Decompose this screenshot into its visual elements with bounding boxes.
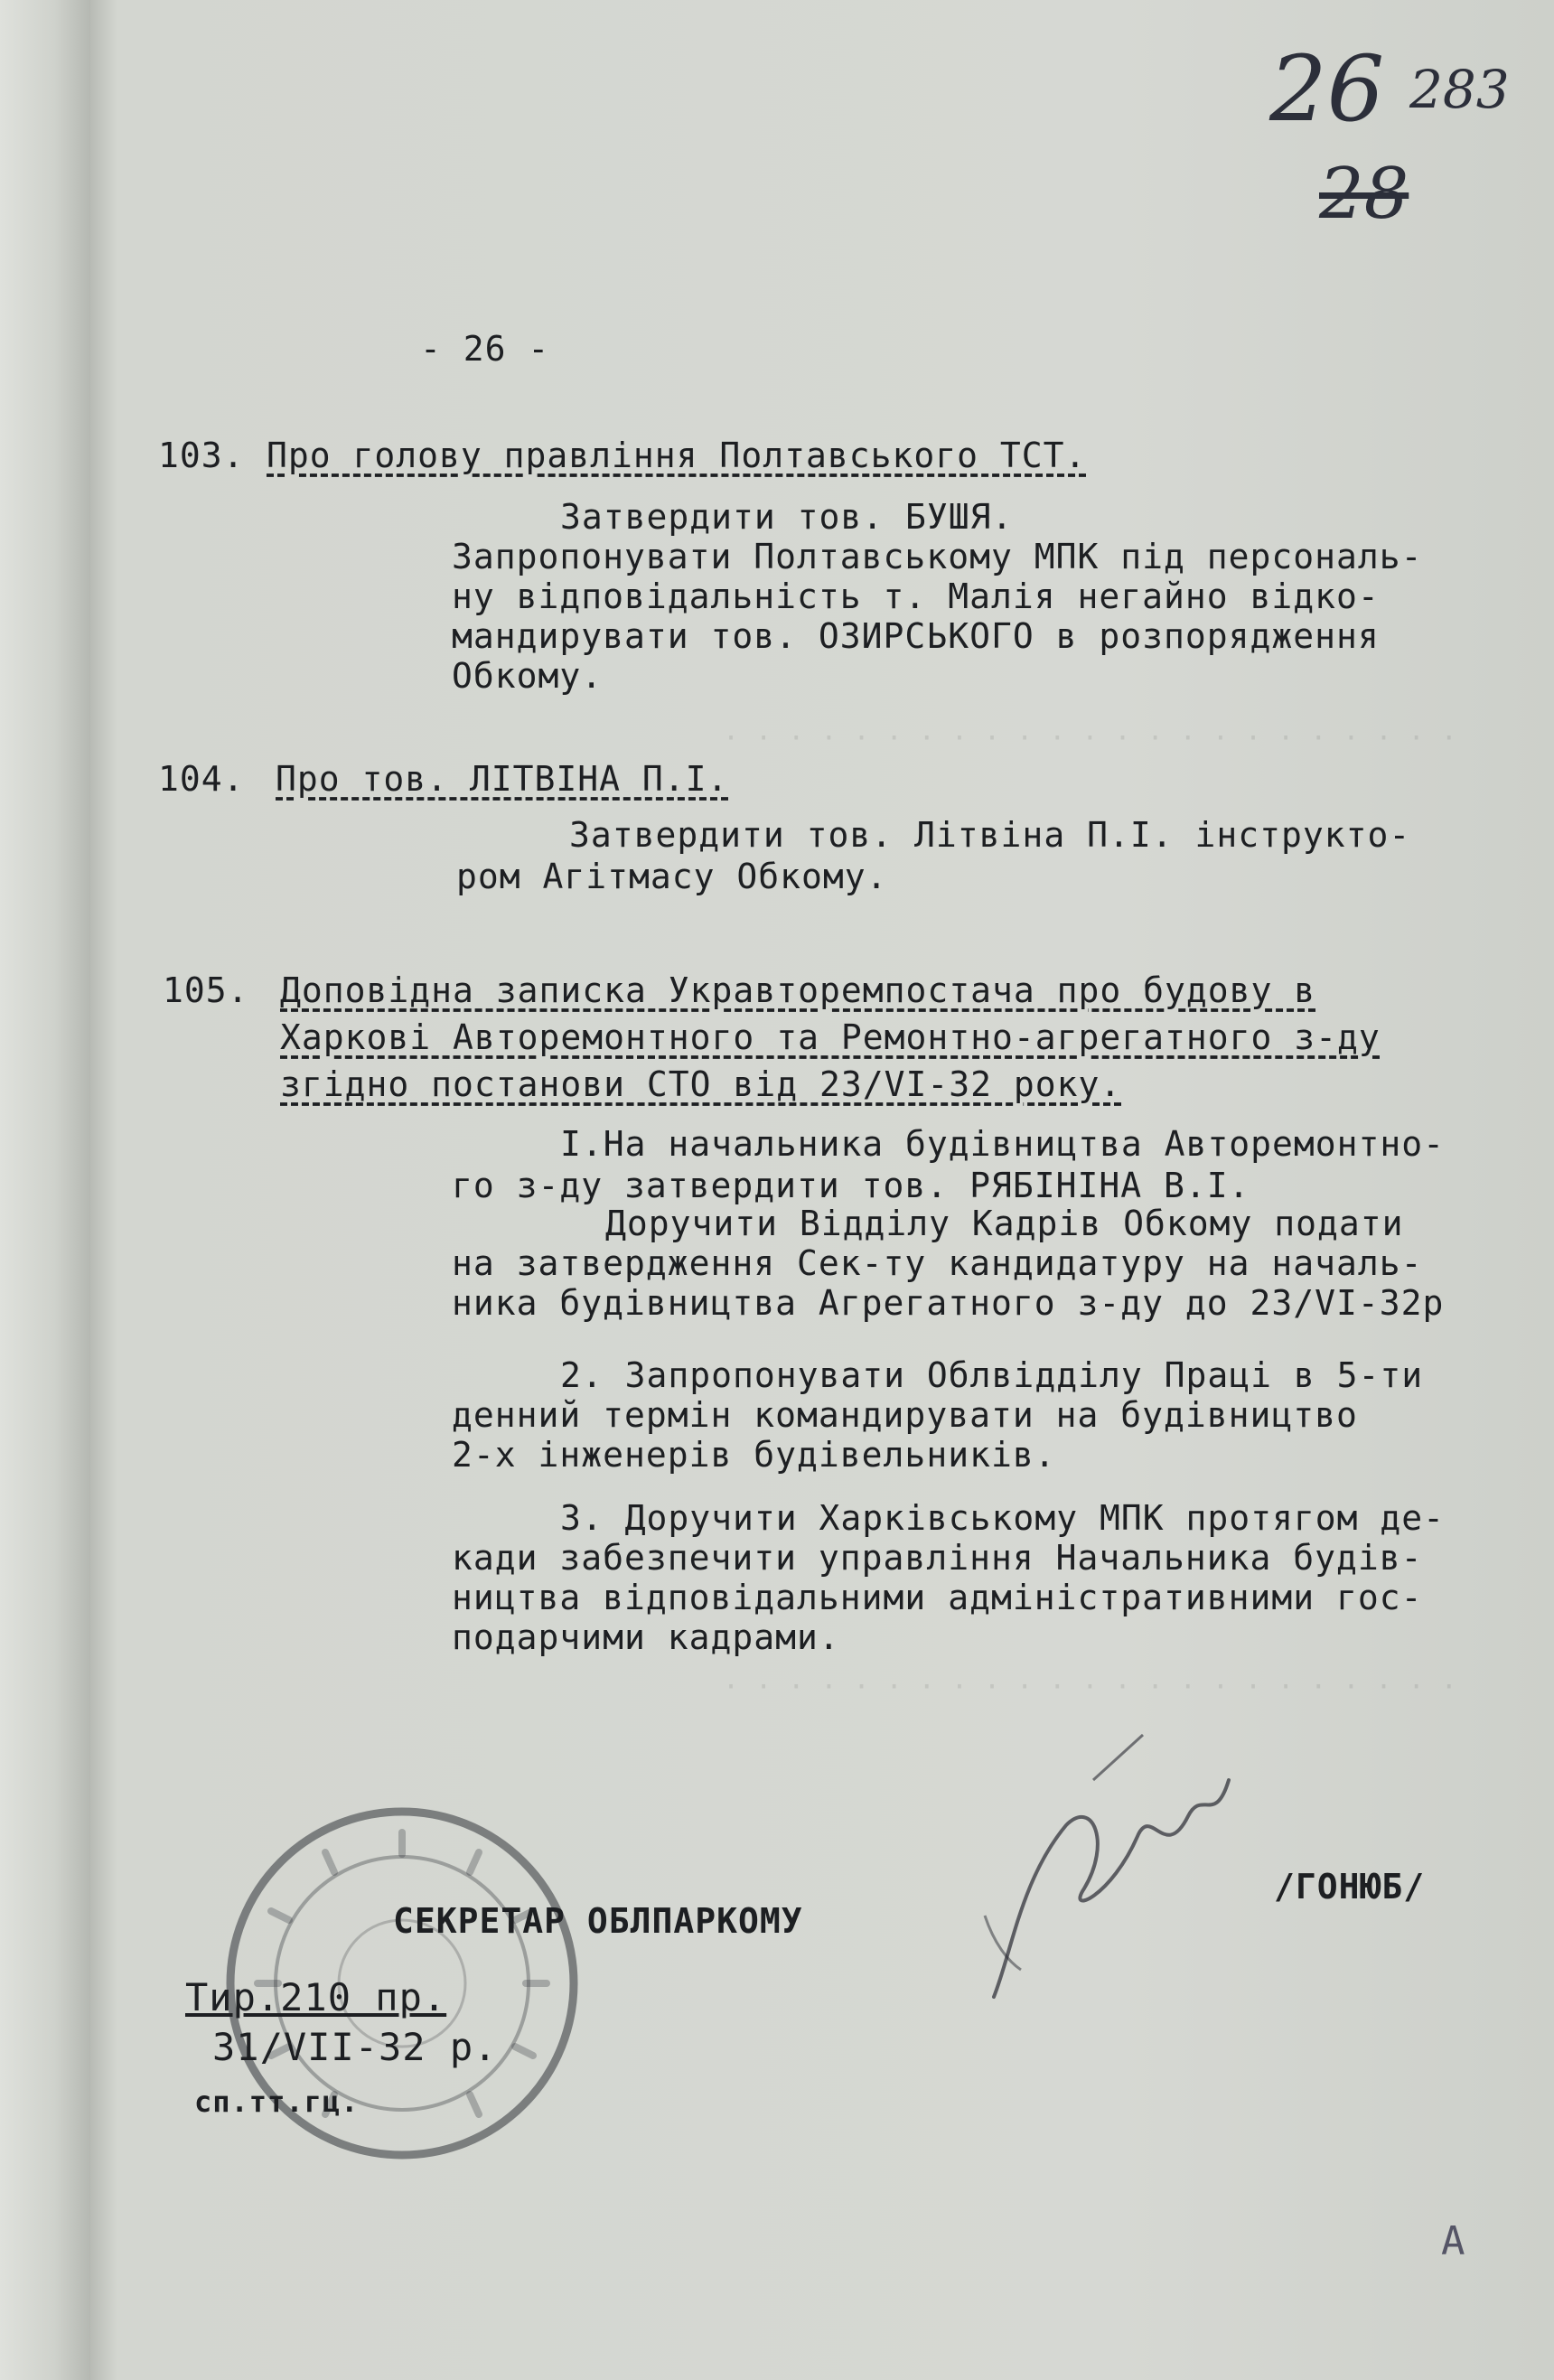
item-105-title-line: Доповідна записка Укравторемпостача про будову в (280, 970, 1316, 1010)
item-105-body-line: го з-ду затвердити тов. РЯБІНІНА В.І. (452, 1166, 1250, 1205)
item-105-body-line: подарчими кадрами. (452, 1617, 840, 1657)
item-105-body-line: на затвердження Сек-ту кандидатуру на началь- (452, 1243, 1423, 1283)
item-104-title: Про тов. ЛІТВІНА П.І. (276, 759, 729, 799)
item-105-body-line: денний термін командирувати на будівництво (452, 1395, 1358, 1435)
item-105-body-line: I.На начальника будівництва Авторемонтно- (560, 1124, 1445, 1164)
item-105-title-line: Харкові Авторемонтного та Ремонтно-агрегатного з-ду (280, 1017, 1381, 1057)
item-105-body-line: ництва відповідальними адміністративними гос- (452, 1578, 1423, 1617)
bleed-through: · · · · · · · · · · · · · · · · · · · · · · · (723, 723, 1457, 754)
handwritten-sheet-number: 26 (1269, 36, 1385, 142)
item-103-body-line: Затвердити тов. БУШЯ. (560, 497, 1014, 537)
item-105-title-line: згідно постанови СТО від 23/VI-32 року. (280, 1064, 1122, 1104)
archive-mark: А (1441, 2218, 1466, 2264)
item-105-body-line: кади забезпечити управління Начальника будів- (452, 1538, 1423, 1578)
item-104-number: 104. (158, 759, 245, 799)
bleed-through: · · · · · · · · · · · · · · · · · · · · · · · (723, 1672, 1457, 1703)
item-103-body-line: Запропонувати Полтавському МПК під персональ- (452, 537, 1423, 576)
item-103-body-line: мандирувати тов. ОЗИРСЬКОГО в розпорядження (452, 616, 1380, 656)
item-103-title: Про голову правління Полтавського ТСТ. (267, 436, 1087, 475)
item-103-body-line: ну відповідальність т. Малія негайно відко- (452, 576, 1380, 616)
signatory-title: СЕКРЕТАР ОБЛПАРКОМУ (393, 1901, 803, 1941)
item-105-body-line: Доручити Відділу Кадрів Обкому подати (605, 1204, 1404, 1243)
item-105-body-line: ника будівництва Агрегатного з-ду до 23/VI-32р (452, 1283, 1445, 1323)
binding-edge (0, 0, 90, 2380)
item-105-body-line: 2. Запропонувати Облвідділу Праці в 5-ти (560, 1355, 1424, 1395)
item-105-number: 105. (163, 970, 249, 1010)
item-105-body-line: 2-х інженерів будівельників. (452, 1435, 1056, 1475)
item-104-body-line: ром Агітмасу Обкому. (456, 857, 888, 896)
print-initials: сп.тт.гц. (194, 2085, 360, 2119)
handwritten-struck-number: 28 (1319, 154, 1409, 235)
print-date: 31/VII-32 р. (212, 2025, 498, 2069)
item-104-body-line: Затвердити тов. Літвіна П.І. інструкто- (569, 815, 1411, 855)
signatory-name: /ГОНЮБ/ (1274, 1867, 1426, 1907)
item-103-number: 103. (158, 436, 245, 475)
handwritten-old-sheet-number: 283 (1409, 59, 1510, 120)
handwritten-signature (958, 1726, 1265, 2015)
item-103-body-line: Обкому. (452, 656, 604, 696)
item-105-body-line: 3. Доручити Харківському МПК протягом де- (560, 1498, 1445, 1538)
page-number: - 26 - (420, 329, 550, 369)
print-copies: Тир.210 пр. (185, 1975, 447, 2019)
